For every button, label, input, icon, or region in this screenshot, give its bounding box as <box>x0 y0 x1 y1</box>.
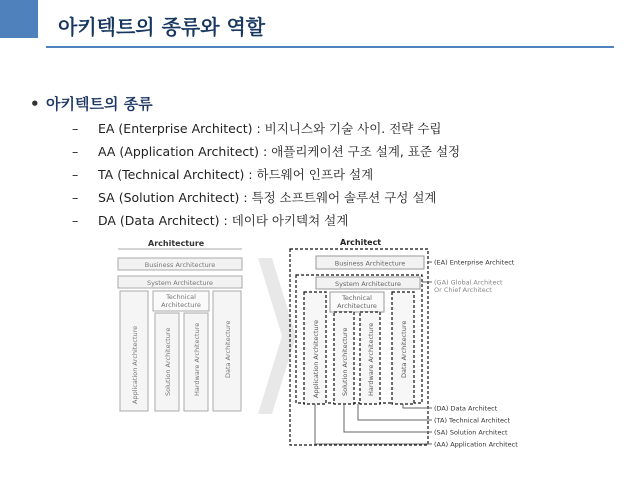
subitem-text: SA (Solution Architect) : 특정 소프트웨어 솔루션 구성 설계 <box>98 190 437 205</box>
role-ga-label: (GA) Global Architect <box>434 278 503 287</box>
left-heading: Architecture <box>148 239 205 248</box>
bullet-dot-icon: • <box>30 95 40 113</box>
role-sa-label: (SA) Solution Architect <box>434 428 508 437</box>
right-col-application-label: Application Architecture <box>312 319 320 398</box>
role-aa-label: (AA) Application Architect <box>434 440 518 449</box>
left-business-label: Business Architecture <box>144 261 216 269</box>
left-col-data-label: Data Architecture <box>224 320 232 378</box>
left-technical-label-1: Technical <box>166 293 196 301</box>
right-col-data-label: Data Architecture <box>400 320 408 378</box>
role-chief-label: Or Chief Architect <box>434 286 492 294</box>
subitem-text: AA (Application Architect) : 애플리케이션 구조 설계, 표준 설정 <box>98 144 461 159</box>
subitem-aa: – AA (Application Architect) : 애플리케이션 구조 설계, 표준 설정 <box>72 144 461 159</box>
main-bullet-text: 아키텍트의 종류 <box>46 95 153 113</box>
subitem-text: EA (Enterprise Architect) : 비지니스와 기술 사이. 전략 수립 <box>98 121 442 136</box>
ta-connector <box>358 404 432 420</box>
subitem-sa: – SA (Solution Architect) : 특정 소프트웨어 솔루션 구성 설계 <box>72 190 437 205</box>
role-ta-label: (TA) Technical Architect <box>434 416 511 425</box>
right-business-label: Business Architecture <box>334 259 406 268</box>
left-col-solution-label: Solution Architecture <box>164 327 172 396</box>
right-col-hardware-label: Hardware Architecture <box>367 322 375 396</box>
subitem-ea: – EA (Enterprise Architect) : 비지니스와 기술 사이. 전략 수립 <box>72 121 442 136</box>
subitem-text: TA (Technical Architect) : 하드웨어 인프라 설계 <box>98 167 374 182</box>
subitem-ta: – TA (Technical Architect) : 하드웨어 인프라 설계 <box>72 167 374 182</box>
left-diagram <box>118 239 242 411</box>
right-col-solution-label: Solution Architecture <box>341 327 349 396</box>
right-diagram <box>290 238 518 449</box>
left-technical-label-2: Architecture <box>161 301 201 309</box>
left-system-label: System Architecture <box>146 279 214 287</box>
right-technical-label-2: Architecture <box>337 302 377 310</box>
slide-title: 아키텍트의 종류와 역할 <box>58 15 266 39</box>
subitem-text: DA (Data Architect) : 데이타 아키텍쳐 설계 <box>98 213 349 228</box>
aa-connector <box>315 404 432 444</box>
right-technical-label-1: Technical <box>342 294 372 302</box>
role-da-label: (DA) Data Architect <box>434 404 498 413</box>
left-col-hardware-label: Hardware Architecture <box>193 322 201 396</box>
right-heading: Architect <box>340 238 382 247</box>
role-ea-label: (EA) Enterprise Architect <box>434 258 515 267</box>
subitem-da: – DA (Data Architect) : 데이타 아키텍쳐 설계 <box>72 213 349 228</box>
right-system-label: System Architecture <box>334 280 402 288</box>
left-col-application-label: Application Architecture <box>131 325 139 404</box>
